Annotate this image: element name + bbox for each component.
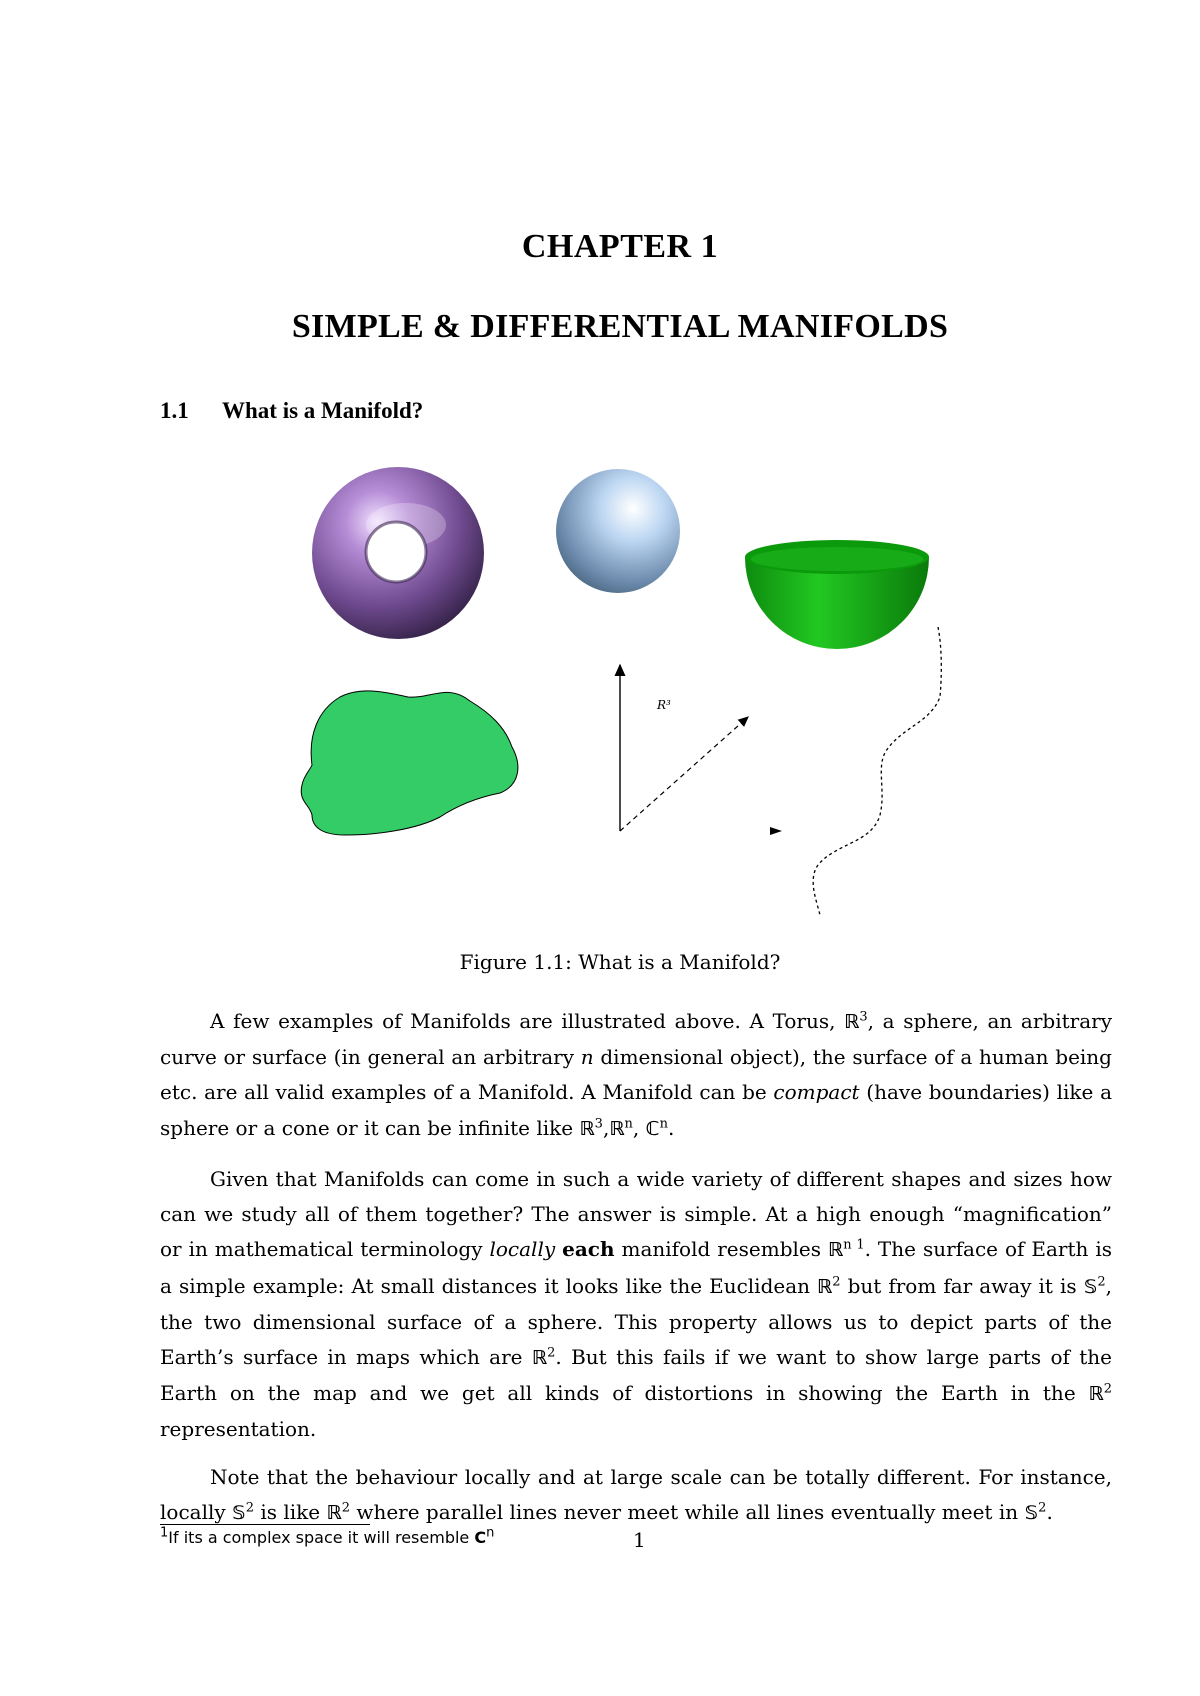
paragraph-2: Given that Manifolds can come in such a wide variety of different shapes and sizes how can we study all of them together? The answer is simple. At a high enough “magnification” or in mathematical terminology locally each manifold resembles ℝ$^{n 1}$. The surface of Earth is a simple example: At small distances it looks like the Euclidean ℝ$^2$ but from far away it is 𝕊$^2$, the two dimensional surface of a sphere. This property allows us to depict parts of the Earth’s surface in maps which are ℝ$^2$. But this fails if we want to show large parts of the Earth on the map and we get all kinds of distortions in showing the Earth in the ℝ$^2$ representation. — [160, 1167, 1113, 1442]
chapter-title: SIMPLE & DIFFERENTIAL MANIFOLDS — [291, 308, 949, 345]
torus-shape — [312, 467, 484, 639]
paragraph-3: Note that the behaviour locally and at large scale can be totally different. For instance, locally 𝕊$^2$ is like ℝ$^2$ where parallel lines never meet while all lines eventually meet in 𝕊$^2$. — [160, 1465, 1112, 1525]
sphere-shape — [556, 469, 680, 593]
hemisphere-shape — [745, 540, 929, 649]
section-title: What is a Manifold? — [222, 398, 424, 423]
footnote-rule — [160, 1524, 370, 1525]
r3-axes — [620, 665, 782, 835]
arbitrary-curve — [813, 627, 941, 915]
section-number: 1.1 — [160, 398, 189, 423]
section-heading — [160, 398, 423, 424]
page-number: 1 — [633, 1528, 646, 1552]
surface-blob-shape — [301, 691, 518, 835]
figure-caption: Figure 1.1: What is a Manifold? — [459, 950, 781, 974]
paragraph-1: A few examples of Manifolds are illustrated above. A Torus, ℝ$^3$, a sphere, an arbitrary curve or surface (in general an arbitrary n dimensional object), the surface of a human being etc. are all valid examples of a Manifold. A Manifold can be compact (have boundaries) like a sphere or a cone or it can be infinite like ℝ$^3$,ℝ$^n$, ℂ$^n$. — [160, 1009, 1112, 1140]
manifold-figure — [290, 465, 960, 925]
r3-label: R³ — [657, 698, 671, 712]
footnote: $^1$If its a complex space it will resemble $C^n$ — [160, 1525, 495, 1547]
chapter-heading: CHAPTER 1 — [521, 228, 719, 265]
